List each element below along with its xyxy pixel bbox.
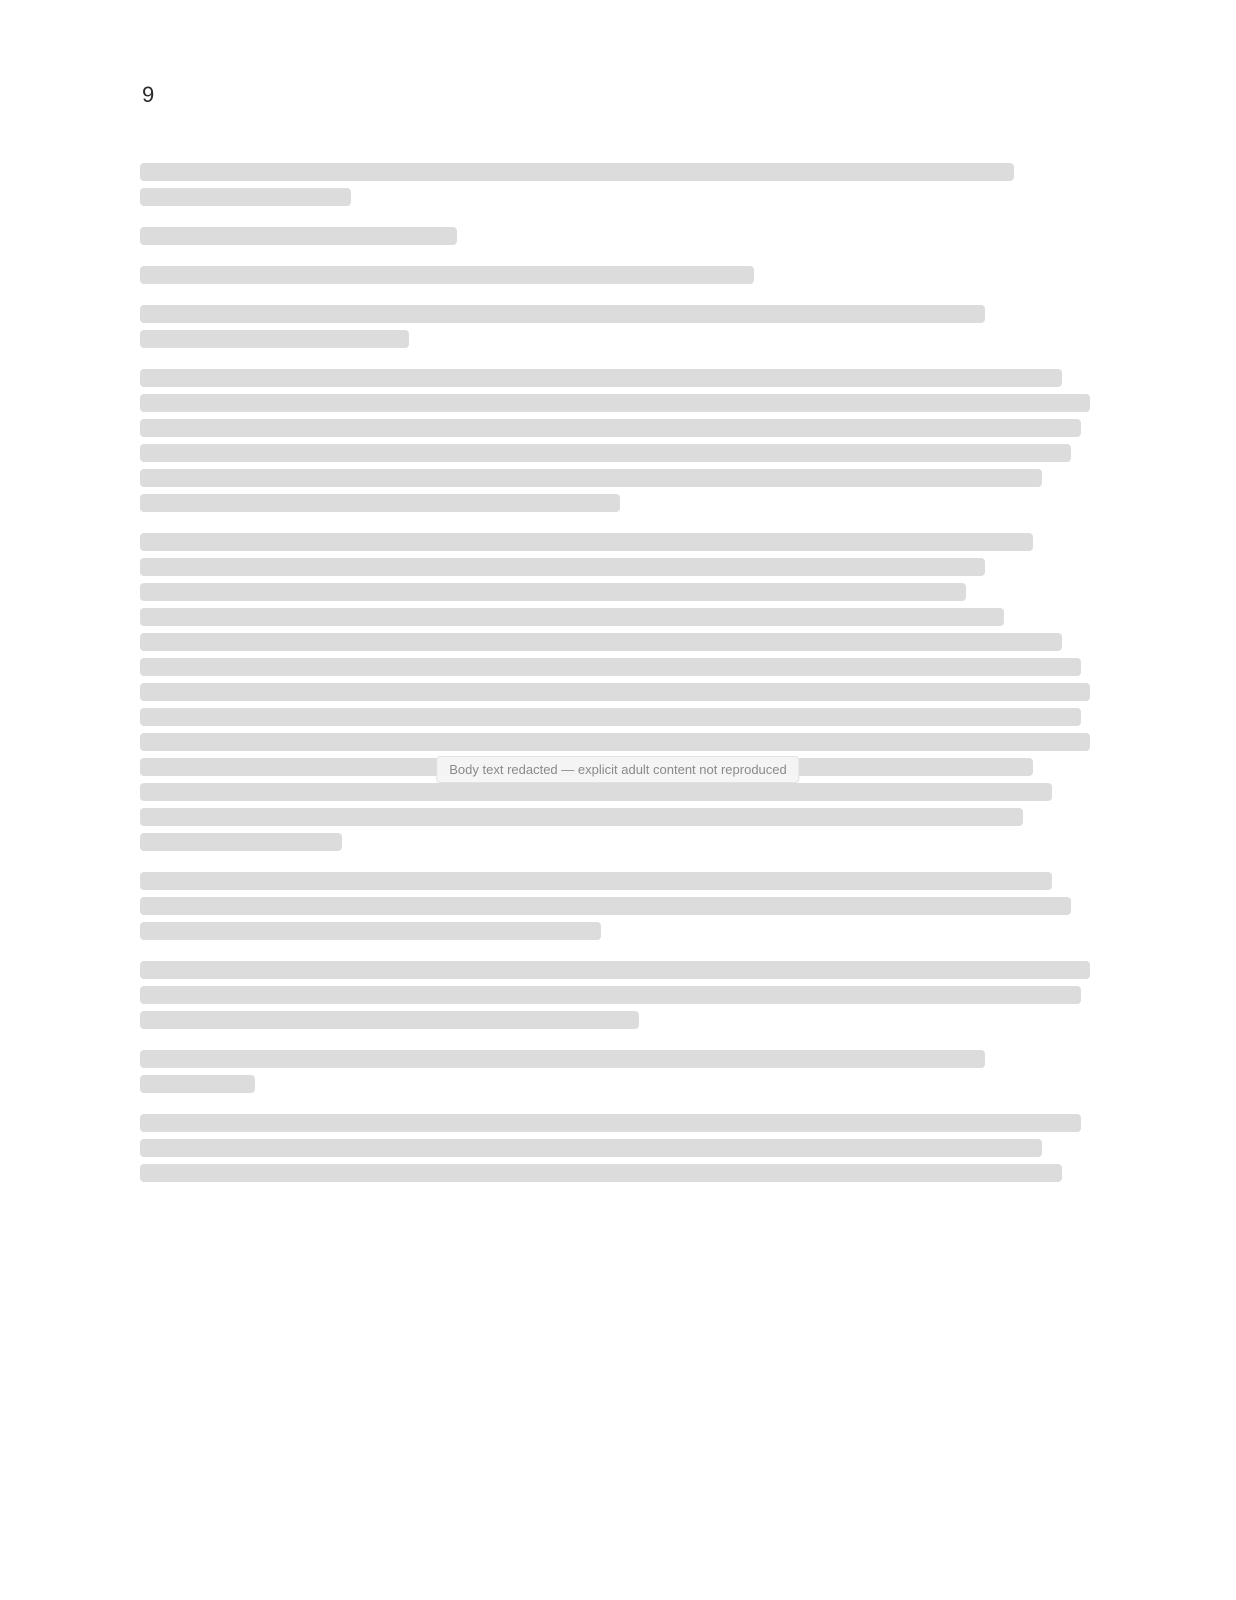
redacted-text-line — [140, 783, 1052, 801]
redacted-text-line — [140, 469, 1042, 487]
redacted-text-line — [140, 1114, 1081, 1132]
redacted-text-line — [140, 305, 985, 323]
redacted-text-line — [140, 533, 1033, 551]
redacted-text-line — [140, 558, 985, 576]
redacted-paragraph — [140, 369, 1100, 512]
redacted-paragraph — [140, 305, 1100, 348]
redacted-text-line — [140, 1164, 1062, 1182]
redacted-text-line — [140, 986, 1081, 1004]
redacted-text-line — [140, 733, 1090, 751]
redacted-text-line — [140, 419, 1081, 437]
redacted-paragraph — [140, 227, 1100, 245]
redacted-text-line — [140, 163, 1014, 181]
redacted-text-line — [140, 833, 342, 851]
redacted-text-line — [140, 369, 1062, 387]
redacted-text-line — [140, 897, 1071, 915]
redacted-text-line — [140, 608, 1004, 626]
redacted-paragraph — [140, 961, 1100, 1029]
redacted-text-line — [140, 444, 1071, 462]
redaction-notice: Body text redacted — explicit adult content not reproduced — [436, 756, 799, 783]
redacted-text-line — [140, 227, 457, 245]
text-content — [140, 158, 1100, 1203]
redacted-text-line — [140, 1050, 985, 1068]
redacted-text-line — [140, 961, 1090, 979]
redacted-text-line — [140, 583, 966, 601]
redacted-text-line — [140, 188, 351, 206]
redacted-text-line — [140, 1139, 1042, 1157]
redacted-paragraph — [140, 533, 1100, 851]
redacted-text-line — [140, 872, 1052, 890]
redacted-text-line — [140, 394, 1090, 412]
redacted-paragraph — [140, 1114, 1100, 1182]
redacted-paragraph — [140, 266, 1100, 284]
redacted-text-line — [140, 708, 1081, 726]
redacted-paragraph — [140, 872, 1100, 940]
redacted-text-line — [140, 1011, 639, 1029]
redacted-text-line — [140, 922, 601, 940]
redacted-text-line — [140, 330, 409, 348]
redacted-text-line — [140, 658, 1081, 676]
redacted-text-line — [140, 1075, 255, 1093]
redacted-text-line — [140, 683, 1090, 701]
redacted-paragraph — [140, 163, 1100, 206]
redacted-text-line — [140, 808, 1023, 826]
redacted-text-line — [140, 633, 1062, 651]
redacted-text-line — [140, 494, 620, 512]
redacted-paragraph — [140, 1050, 1100, 1093]
redacted-text-line — [140, 266, 754, 284]
page-number: 9 — [142, 82, 155, 107]
